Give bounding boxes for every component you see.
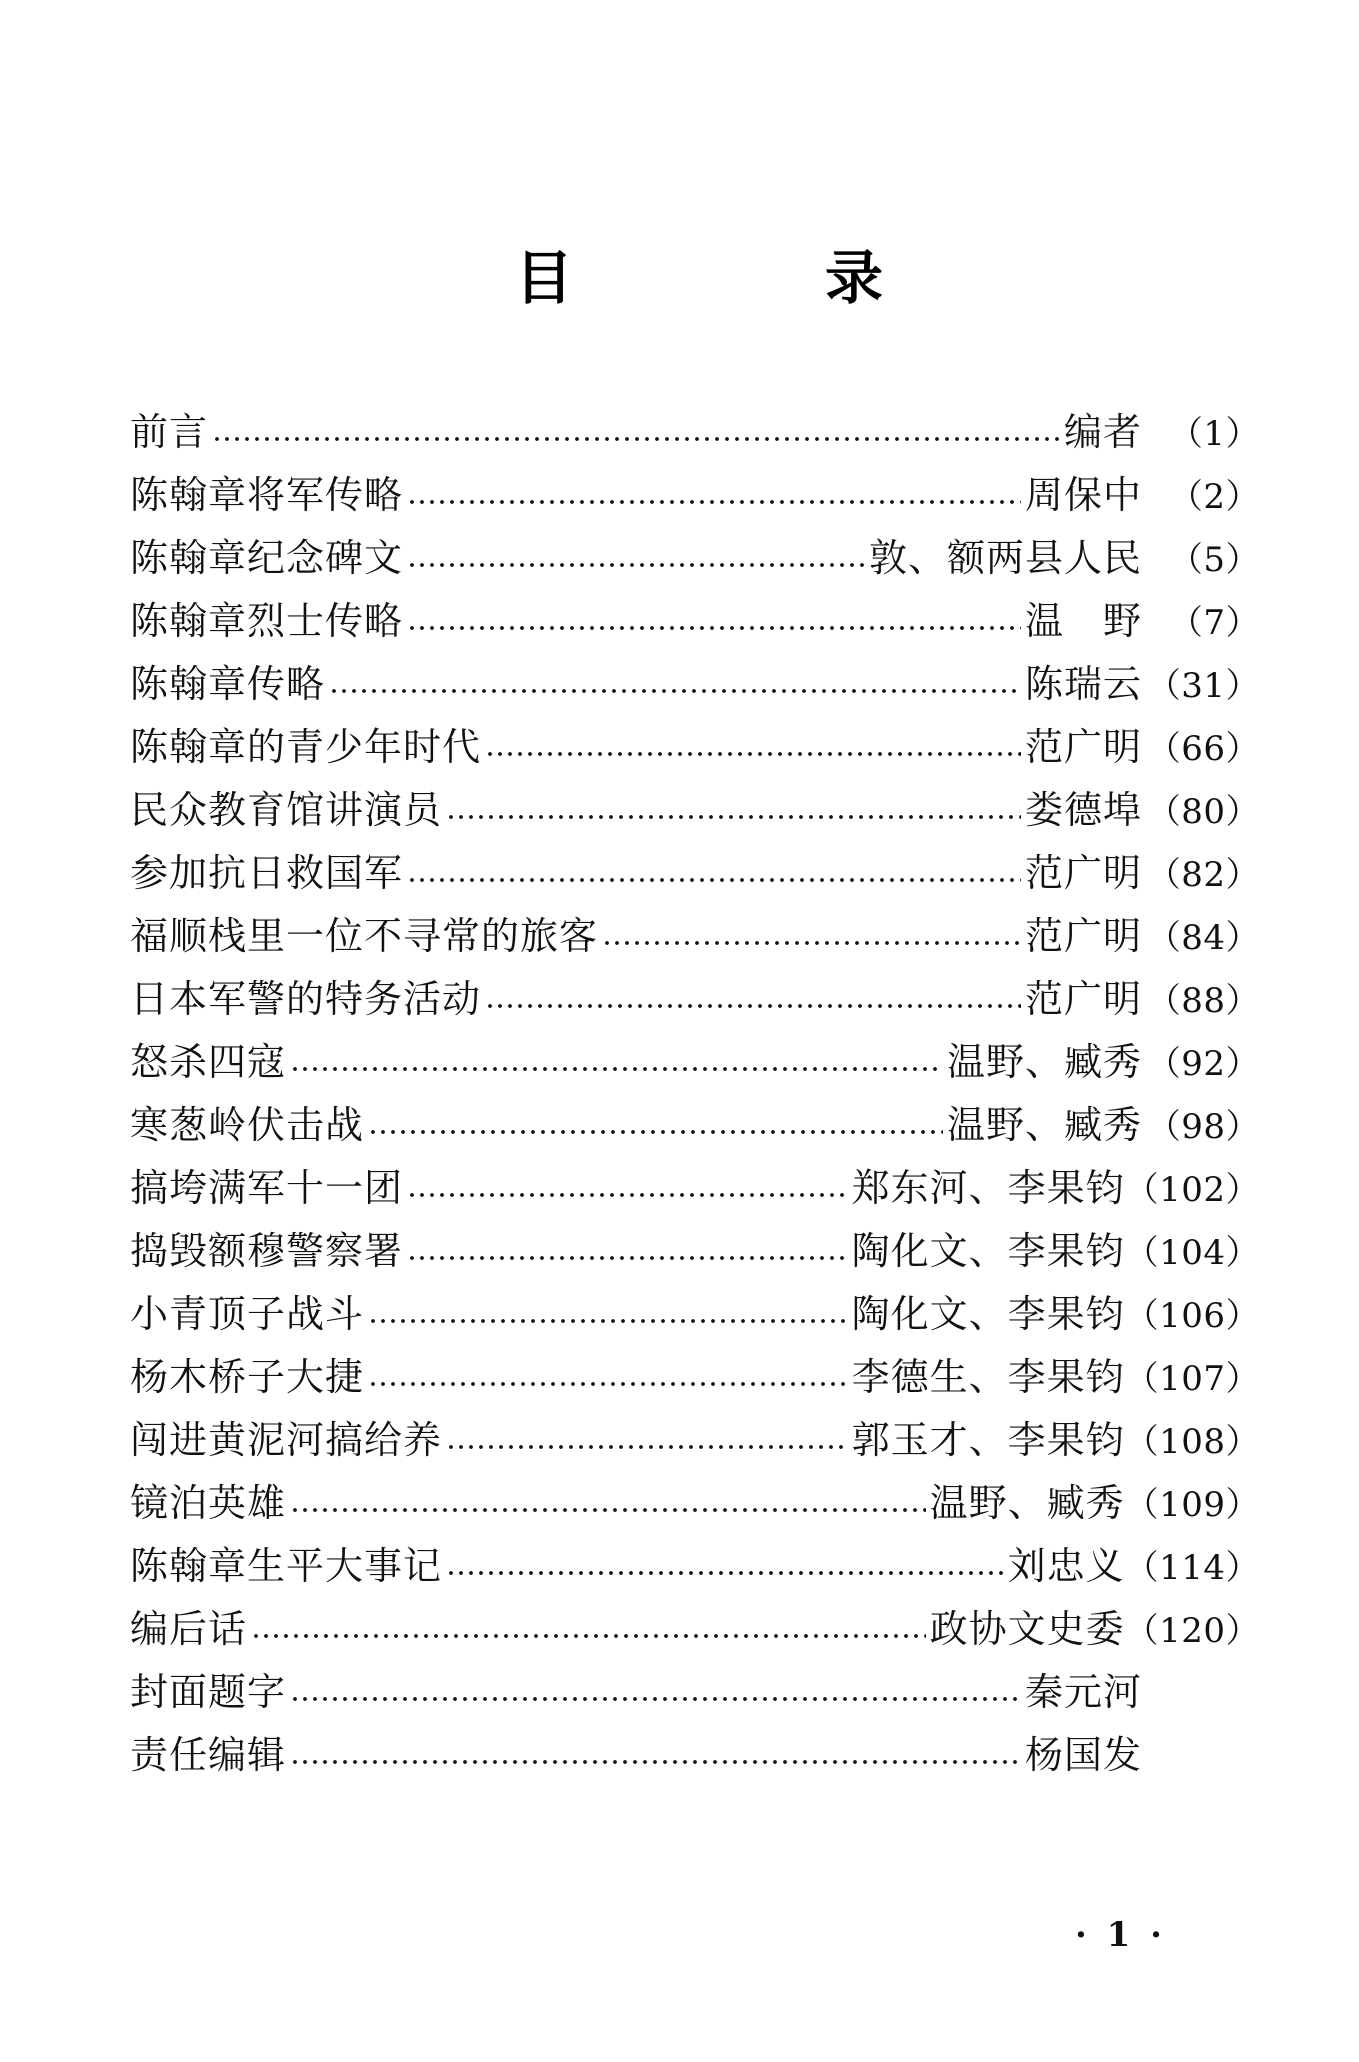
dot-leader (407, 875, 1021, 885)
title-char-2: 录 (825, 244, 884, 312)
toc-entry-page: （80） (1146, 792, 1260, 832)
dot-leader (602, 938, 1021, 948)
dot-leader (446, 1568, 1004, 1578)
toc-entry (130, 1094, 1260, 1157)
toc-entry-author: 编者 (1063, 410, 1142, 454)
toc-entry-author: 温野、臧秀 (929, 1481, 1125, 1525)
toc-entry (130, 1157, 1260, 1220)
toc-entry-author: 范广明 (1024, 851, 1142, 895)
toc-entry-page: （102） (1124, 1170, 1260, 1210)
toc-entry-author: 温野、臧秀 (946, 1103, 1142, 1147)
toc-entry-page: （82） (1146, 855, 1260, 895)
toc-entry (130, 842, 1260, 905)
toc-entry-title: 闯进黄泥河搞给养 (130, 1418, 443, 1462)
toc-entry-title: 福顺栈里一位不寻常的旅客 (130, 914, 599, 958)
toc-entry (130, 527, 1260, 590)
toc-entry-page: （108） (1124, 1422, 1260, 1462)
toc-entry-title: 前言 (130, 410, 209, 454)
toc-entry-author: 秦元河 (1024, 1670, 1142, 1714)
toc-entry-author: 政协文史委 (929, 1607, 1125, 1651)
toc-entry-page: （84） (1146, 918, 1260, 958)
toc-entry-title: 杨木桥子大捷 (130, 1355, 365, 1399)
toc-entry-title: 编后话 (130, 1607, 248, 1651)
dot-leader (290, 1694, 1021, 1704)
toc-entry-page: （5） (1168, 540, 1260, 580)
toc-entry (130, 1283, 1260, 1346)
dot-leader (407, 1253, 848, 1263)
toc-entry (130, 590, 1260, 653)
toc-entry (130, 905, 1260, 968)
dot-leader (446, 1442, 848, 1452)
title-char-1: 目 (515, 244, 574, 312)
toc-entry-author: 郭玉才、李果钧 (851, 1418, 1125, 1462)
toc-entry-title: 怒杀四寇 (130, 1040, 287, 1084)
toc-entry-page: （120） (1124, 1611, 1260, 1651)
dot-leader (407, 1190, 848, 1200)
toc-entry-title: 陈翰章将军传略 (130, 473, 404, 517)
toc-entry (130, 1031, 1260, 1094)
toc-entry (130, 653, 1260, 716)
toc-entry-author: 温野、臧秀 (946, 1040, 1142, 1084)
toc-entry-page: （1） (1168, 414, 1260, 454)
toc-entry-title: 搞垮满军十一团 (130, 1166, 404, 1210)
toc-entry-author: 范广明 (1024, 977, 1142, 1021)
dot-leader (251, 1631, 926, 1641)
toc-entry-page: （7） (1168, 603, 1260, 643)
toc-entry (130, 968, 1260, 1031)
toc-entry-title: 陈翰章生平大事记 (130, 1544, 443, 1588)
toc-entry-page: （66） (1146, 729, 1260, 769)
toc-entry (130, 716, 1260, 779)
dot-leader (290, 1064, 943, 1074)
toc-entry (130, 401, 1260, 464)
dot-leader (407, 560, 865, 570)
toc-entry-title: 封面题字 (130, 1670, 287, 1714)
toc-entry-page: （2） (1168, 477, 1260, 517)
toc-entry-author: 敦、额两县人民 (868, 536, 1142, 580)
toc-entry-title: 捣毁额穆警察署 (130, 1229, 404, 1273)
toc-entry-author: 范广明 (1024, 725, 1142, 769)
page-title (0, 238, 1359, 318)
toc-entry-title: 寒葱岭伏击战 (130, 1103, 365, 1147)
dot-leader (212, 434, 1060, 444)
toc-entry-author: 刘忠义 (1007, 1544, 1125, 1588)
dot-leader (290, 1505, 926, 1515)
toc-entry-author: 范广明 (1024, 914, 1142, 958)
table-of-contents (130, 401, 1260, 1787)
toc-entry-page: （88） (1146, 981, 1260, 1021)
dot-leader (485, 749, 1021, 759)
toc-entry (130, 779, 1260, 842)
toc-entry-author: 郑东河、李果钧 (851, 1166, 1125, 1210)
toc-entry-author: 陶化文、李果钧 (851, 1292, 1125, 1336)
toc-entry-author: 娄德埠 (1024, 788, 1142, 832)
dot-leader (290, 1757, 1021, 1767)
toc-entry (130, 1661, 1260, 1724)
toc-entry-title: 责任编辑 (130, 1733, 287, 1777)
toc-entry-title: 陈翰章的青少年时代 (130, 725, 482, 769)
dot-leader (368, 1127, 943, 1137)
toc-entry-author: 温 野 (1024, 599, 1142, 643)
toc-entry-author: 杨国发 (1024, 1733, 1142, 1777)
toc-entry-title: 镜泊英雄 (130, 1481, 287, 1525)
toc-entry-page: （109） (1124, 1485, 1260, 1525)
toc-entry (130, 464, 1260, 527)
toc-entry-author: 周保中 (1024, 473, 1142, 517)
toc-entry (130, 1220, 1260, 1283)
toc-entry (130, 1346, 1260, 1409)
toc-entry-title: 小青顶子战斗 (130, 1292, 365, 1336)
toc-entry-page: （107） (1124, 1359, 1260, 1399)
toc-entry-page: （31） (1146, 666, 1260, 706)
toc-entry-author: 陈瑞云 (1024, 662, 1142, 706)
toc-entry-page: （114） (1124, 1548, 1260, 1588)
dot-leader (407, 497, 1021, 507)
toc-entry-title: 陈翰章纪念碑文 (130, 536, 404, 580)
dot-leader (407, 623, 1021, 633)
toc-entry-title: 陈翰章传略 (130, 662, 326, 706)
toc-entry (130, 1598, 1260, 1661)
page-number: · 1 · (1075, 1915, 1167, 1955)
toc-entry (130, 1409, 1260, 1472)
toc-entry-title: 陈翰章烈士传略 (130, 599, 404, 643)
dot-leader (329, 686, 1021, 696)
dot-leader (446, 812, 1021, 822)
toc-entry (130, 1535, 1260, 1598)
toc-entry-title: 日本军警的特务活动 (130, 977, 482, 1021)
toc-entry-title: 参加抗日救国军 (130, 851, 404, 895)
dot-leader (368, 1316, 848, 1326)
toc-entry (130, 1472, 1260, 1535)
toc-entry (130, 1724, 1260, 1787)
toc-entry-page: （98） (1146, 1107, 1260, 1147)
toc-entry-author: 陶化文、李果钧 (851, 1229, 1125, 1273)
toc-entry-author: 李德生、李果钧 (851, 1355, 1125, 1399)
dot-leader (485, 1001, 1021, 1011)
dot-leader (368, 1379, 848, 1389)
toc-entry-title: 民众教育馆讲演员 (130, 788, 443, 832)
toc-entry-page: （104） (1124, 1233, 1260, 1273)
toc-entry-page: （92） (1146, 1044, 1260, 1084)
toc-entry-page: （106） (1124, 1296, 1260, 1336)
